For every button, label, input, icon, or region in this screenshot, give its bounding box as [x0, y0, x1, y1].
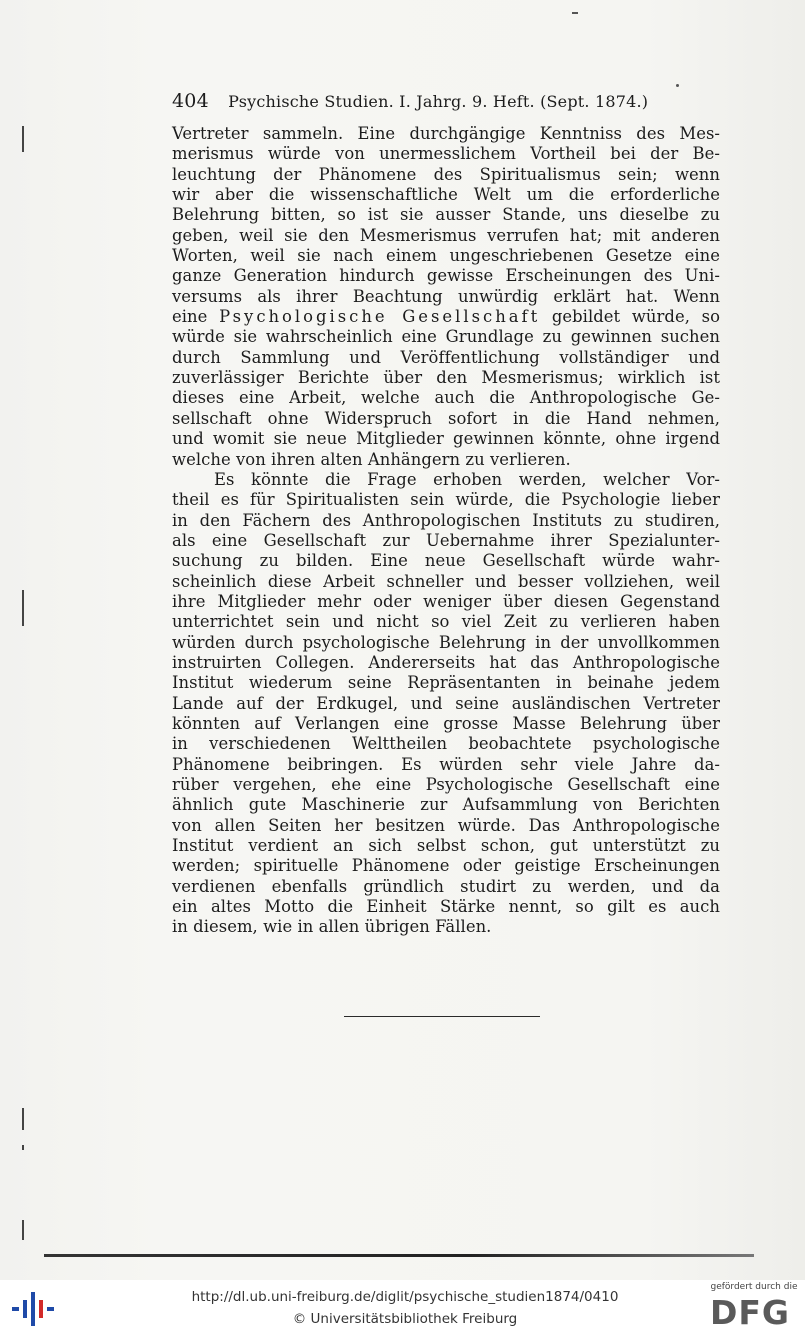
- text-line: Lande auf der Erdkugel, und seine ausländischen Vertreter: [172, 693, 720, 713]
- text-line: instruirten Collegen. Andererseits hat das Anthropologische: [172, 652, 720, 672]
- text-line: welche von ihren alten Anhängern zu verlieren.: [172, 449, 571, 469]
- text-line: durch Sammlung und Veröffentlichung vollständiger und: [172, 347, 720, 367]
- running-head: [172, 90, 672, 112]
- text-line: rüber vergehen, ehe eine Psychologische Gesellschaft eine: [172, 775, 720, 794]
- text-line: als eine Gesellschaft zur Uebernahme ihrer Spezialunter-: [172, 530, 720, 550]
- scan-speck: [676, 84, 679, 87]
- text-line: ganze Generation hindurch gewisse Erscheinungen des Uni-: [172, 266, 720, 286]
- source-url-link[interactable]: http://dl.ub.uni-freiburg.de/diglit/psychische_studien1874/0410: [191, 1289, 619, 1305]
- margin-mark: [22, 1145, 24, 1150]
- text-line: dieses eine Arbeit, welche auch die Anthropologische Ge-: [172, 388, 720, 408]
- copyright-text: © Universitätsbibliothek Freiburg: [292, 1311, 518, 1327]
- funder-caption: gefördert durch die: [710, 1282, 798, 1292]
- text-line: in diesem, wie in allen übrigen Fällen.: [172, 917, 492, 937]
- text-line: von allen Seiten her besitzen würde. Das Anthropologische: [172, 815, 720, 835]
- text-line: Phänomene beibringen. Es würden sehr viele Jahre da-: [172, 754, 720, 774]
- scan-speck: [572, 12, 578, 14]
- ub-freiburg-logo-icon: [10, 1292, 56, 1326]
- text-line: Vertreter sammeln. Eine durchgängige Kenntniss des Mes-: [172, 124, 720, 143]
- page-number: 404: [172, 90, 209, 112]
- text-fragment: gebildet würde, so: [551, 307, 720, 327]
- spaced-term: Psychologische Gesellschaft: [219, 307, 541, 327]
- text-line: in verschiedenen Welttheilen beobachtete psychologische: [172, 734, 720, 754]
- text-line: werden; spirituelle Phänomene oder geistige Erscheinungen: [172, 856, 720, 876]
- dfg-logo-text: DFG: [710, 1293, 791, 1332]
- text-line: versums als ihrer Beachtung unwürdig erklärt hat. Wenn: [172, 286, 720, 306]
- text-line: und womit sie neue Mitglieder gewinnen könnte, ohne irgend: [172, 429, 720, 449]
- text-line: merismus würde von unermesslichem Vortheil bei der Be-: [172, 144, 720, 164]
- margin-mark: [22, 1220, 24, 1240]
- text-line: würde sie wahrscheinlich eine Grundlage zu gewinnen suchen: [172, 327, 720, 347]
- text-line: Worten, weil sie nach einem ungeschriebenen Gesetze eine: [172, 246, 720, 266]
- body-text: [172, 124, 720, 938]
- text-line: zuverlässiger Berichte über den Mesmerismus; wirklich ist: [172, 368, 720, 388]
- text-line: suchung zu bilden. Eine neue Gesellschaft würde wahr-: [172, 551, 720, 571]
- text-line: könnten auf Verlangen eine grosse Masse Belehrung über: [172, 713, 720, 733]
- margin-mark: [22, 126, 24, 152]
- margin-mark: [22, 1108, 24, 1130]
- dfg-logo: [708, 1282, 800, 1330]
- text-line: sellschaft ohne Widerspruch sofort in die Hand nehmen,: [172, 408, 720, 428]
- text-line: Belehrung bitten, so ist sie ausser Stande, uns dieselbe zu: [172, 205, 720, 225]
- page-bottom-edge: [44, 1254, 754, 1257]
- text-line: Es könnte die Frage erhoben werden, welcher Vor-: [214, 469, 720, 489]
- text-line: Institut verdient an sich selbst schon, gut unterstützt zu: [172, 836, 720, 856]
- text-line: verdienen ebenfalls gründlich studirt zu werden, und da: [172, 876, 720, 896]
- text-line: scheinlich diese Arbeit schneller und besser vollziehen, weil: [172, 571, 720, 591]
- text-line: Institut wiederum seine Repräsentanten in beinahe jedem: [172, 673, 720, 693]
- margin-mark: [22, 590, 24, 626]
- text-line: in den Fächern des Anthropologischen Instituts zu studiren,: [172, 510, 720, 530]
- text-line: leuchtung der Phänomene des Spiritualismus sein; wenn: [172, 164, 720, 184]
- text-line: ähnlich gute Maschinerie zur Aufsammlung von Berichten: [172, 795, 720, 815]
- text-line: unterrichtet sein und nicht so viel Zeit zu verlieren haben: [172, 612, 720, 632]
- text-line: ein altes Motto die Einheit Stärke nennt, so gilt es auch: [172, 897, 720, 917]
- text-line: wir aber die wissenschaftliche Welt um die erforderliche: [172, 185, 720, 205]
- running-title: Psychische Studien. I. Jahrg. 9. Heft. (Sept. 1874.): [228, 92, 649, 111]
- footer-bar: [0, 1280, 805, 1333]
- section-rule: [344, 1016, 540, 1017]
- text-fragment: eine: [172, 307, 208, 327]
- text-line: theil es für Spiritualisten sein würde, die Psychologie lieber: [172, 490, 720, 510]
- text-line: ihre Mitglieder mehr oder weniger über diesen Gegenstand: [172, 591, 720, 611]
- text-line: würden durch psychologische Belehrung in der unvollkommen: [172, 632, 720, 652]
- text-line-with-spaced-term: [172, 307, 720, 327]
- text-line: geben, weil sie den Mesmerismus verrufen hat; mit anderen: [172, 225, 720, 245]
